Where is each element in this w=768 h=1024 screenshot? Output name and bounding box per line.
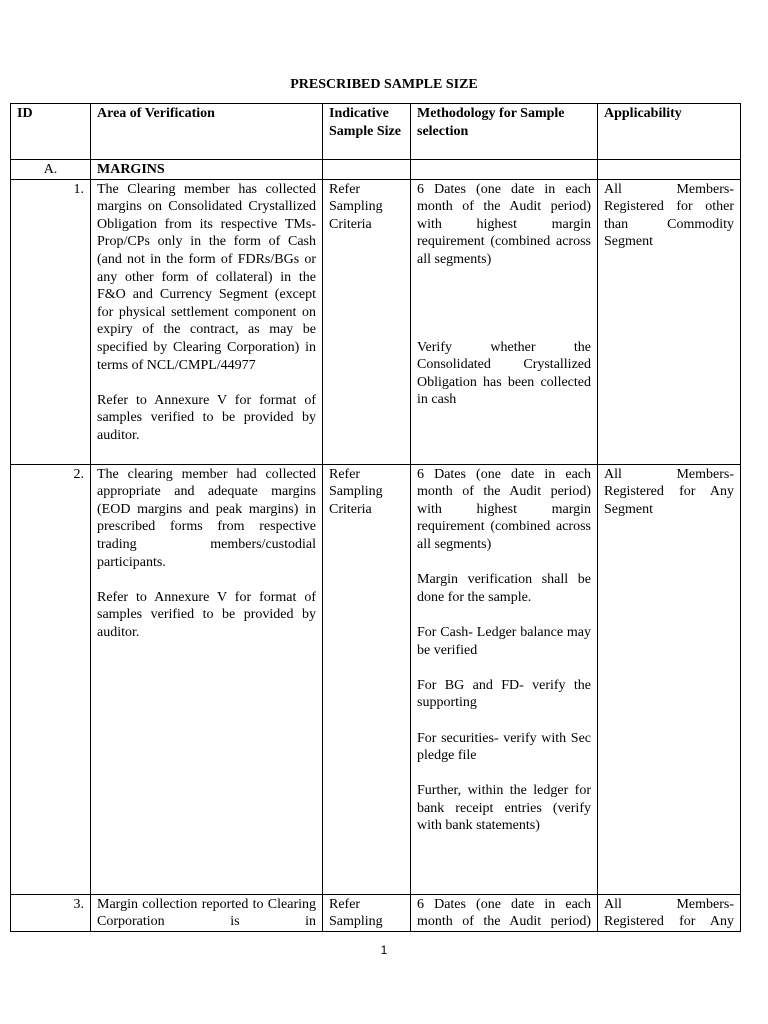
section-empty-cell [411,160,598,180]
methodology-text: 6 Dates (one date in each month of the Audit period) [417,896,591,930]
section-label: MARGINS [91,160,323,180]
applicability-cell [598,179,741,464]
header-indicative-sample-size: Indicative Sample Size [323,104,411,160]
applicability-text: All Members-Registered for other than Commodity Segment [604,181,734,250]
applicability-text: All Members-Registered for Any [604,896,734,930]
header-methodology: Methodology for Sample selection [411,104,598,160]
area-text: Margin collection reported to Clearing Corporation is in [97,896,316,930]
section-empty-cell [598,160,741,180]
page-number: 1 [380,943,388,957]
methodology-text: For securities- verify with Sec pledge file [417,730,591,764]
methodology-cell [411,464,598,894]
table-row [11,894,741,931]
area-of-verification-cell [91,894,323,931]
methodology-text: Further, within the ledger for bank receipt entries (verify with bank statements) [417,783,591,834]
sample-size-text: Refer Sampling [329,896,383,930]
sample-size-table [10,103,741,932]
header-id: ID [11,104,91,160]
table-row [11,179,741,464]
methodology-text: For Cash- Ledger balance may be verified [417,624,591,658]
row-id: 2. [11,464,91,894]
table-row [11,464,741,894]
sample-size-cell [323,894,411,931]
methodology-text: Verify whether the Consolidated Crystallized Obligation has been collected in cash [417,339,591,408]
area-of-verification-cell [91,464,323,894]
area-text: The Clearing member has collected margins on Consolidated Crystallized Obligation from its respective TMs-Prop/CPs only in the form of Cash (and not in the form of FDRs/BGs or any other form of collateral) in the F&O and Currency Segment (except for physical settlement component on expiry of the contract, as may be specified by Clearing Corporation) in terms of NCL/CMPL/44977 [97,181,316,373]
methodology-cell [411,179,598,464]
methodology-text: 6 Dates (one date in each month of the Audit period) with highest margin requirement (combined across all segments) [417,181,591,267]
table-header-row [11,104,741,160]
header-applicability: Applicability [598,104,741,160]
area-of-verification-cell [91,179,323,464]
section-id: A. [11,160,91,180]
row-id: 3. [11,894,91,931]
sample-size-cell [323,179,411,464]
methodology-cell [411,894,598,931]
area-text: The clearing member had collected appropriate and adequate margins (EOD margins and peak margins) in prescribed forms from respective trading members/custodial participants. [97,466,316,570]
row-id: 1. [11,179,91,464]
area-text: Refer to Annexure V for format of samples verified to be provided by auditor. [97,392,316,443]
sample-size-cell [323,464,411,894]
header-area-of-verification: Area of Verification [91,104,323,160]
page-title: PRESCRIBED SAMPLE SIZE [290,77,478,92]
applicability-cell [598,464,741,894]
section-row-margins [11,160,741,180]
sample-size-text: Refer Sampling Criteria [329,466,383,517]
applicability-cell [598,894,741,931]
sample-size-text: Refer Sampling Criteria [329,181,383,232]
methodology-text: Margin verification shall be done for the sample. [417,572,591,605]
methodology-text: For BG and FD- verify the supporting [417,677,591,711]
applicability-text: All Members-Registered for Any Segment [604,466,734,517]
area-text: Refer to Annexure V for format of samples verified to be provided by auditor. [97,589,316,640]
methodology-text: 6 Dates (one date in each month of the Audit period) with highest margin requirement (combined across all segments) [417,466,591,552]
section-empty-cell [323,160,411,180]
